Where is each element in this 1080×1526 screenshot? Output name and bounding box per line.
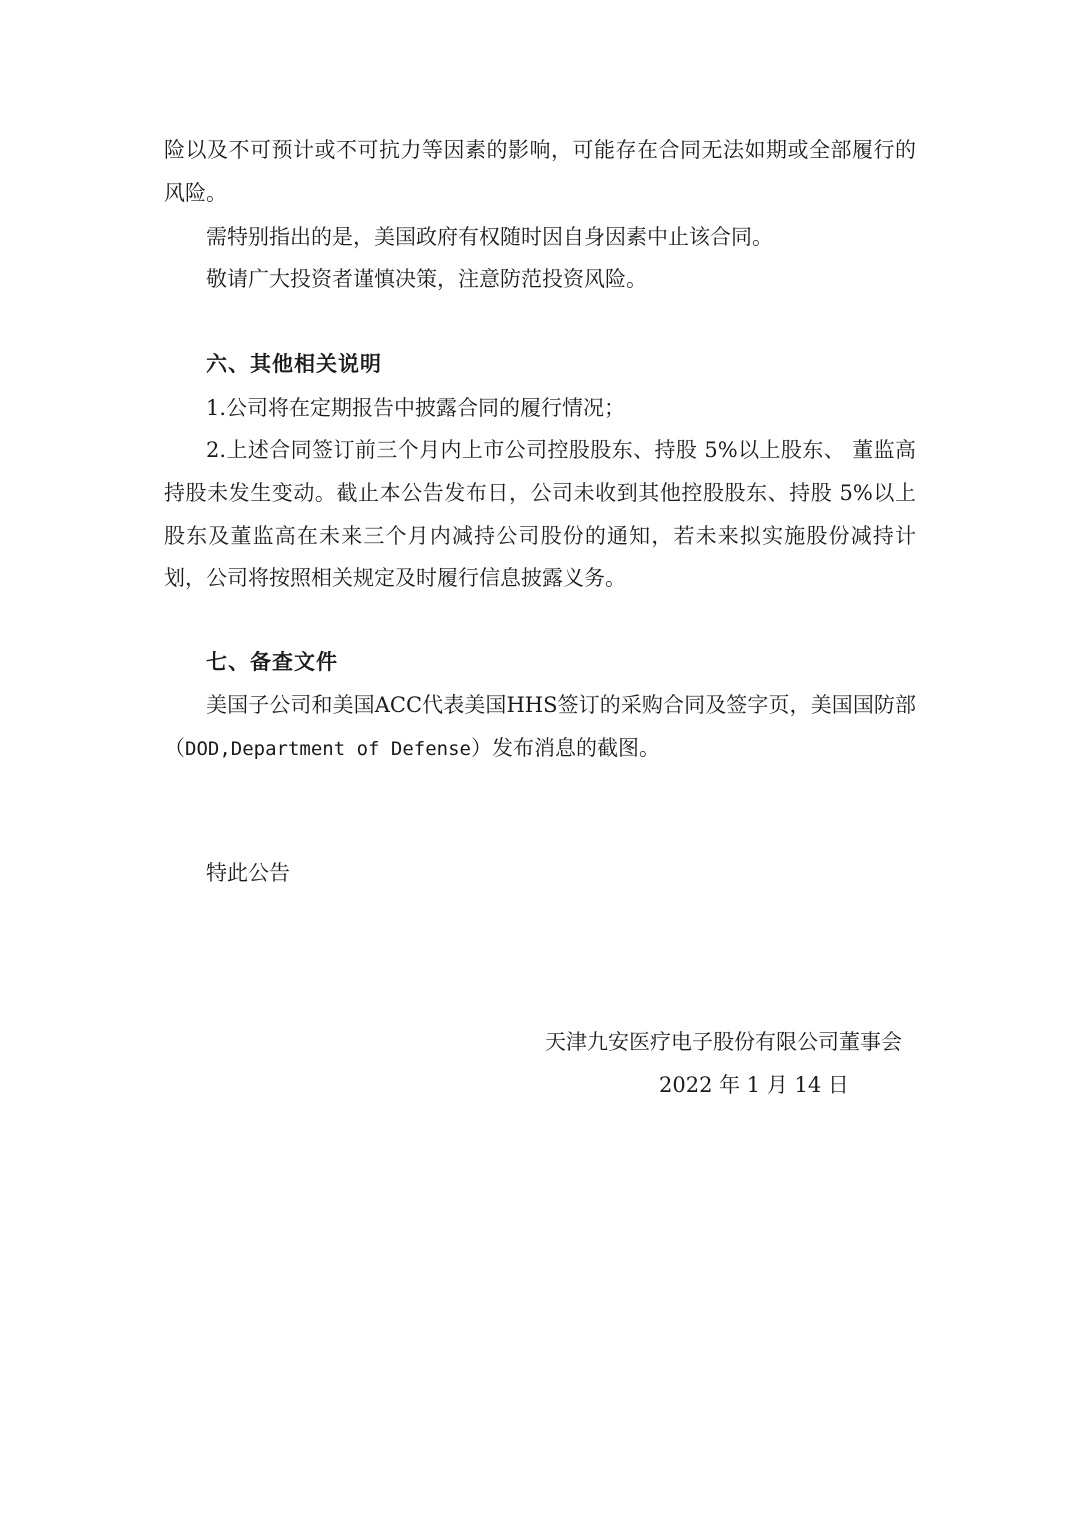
document-date: 2022 年 1 月 14 日	[659, 1073, 849, 1097]
list-item: 2.上述合同签订前三个月内上市公司控股股东、持股 5%以上股东、 董监高	[206, 438, 916, 462]
body-paragraph: 需特别指出的是，美国政府有权随时因自身因素中止该合同。	[206, 225, 773, 249]
body-text-line: 美国子公司和美国ACC代表美国HHS签订的采购合同及签字页，美国国防部	[206, 693, 916, 717]
section-heading: 六、其他相关说明	[206, 352, 382, 376]
body-text-line: 持股未发生变动。截止本公告发布日，公司未收到其他控股股东、持股 5%以上	[164, 481, 916, 505]
body-paragraph: 敬请广大投资者谨慎决策，注意防范投资风险。	[206, 267, 647, 291]
section-heading: 七、备查文件	[206, 650, 338, 674]
body-text-line: 险以及不可预计或不可抗力等因素的影响，可能存在合同无法如期或全部履行的	[164, 138, 916, 162]
body-text-line: 股东及董监高在未来三个月内减持公司股份的通知，若未来拟实施股份减持计	[164, 524, 916, 548]
closing-notice: 特此公告	[206, 861, 290, 885]
body-text-line: 划，公司将按照相关规定及时履行信息披露义务。	[164, 566, 626, 590]
body-text-line: 风险。	[164, 181, 227, 205]
organization-name: DOD,Department of Defense	[185, 738, 471, 760]
body-text-line: （DOD,Department of Defense）发布消息的截图。	[164, 736, 660, 760]
signatory: 天津九安医疗电子股份有限公司董事会	[545, 1030, 902, 1054]
list-item: 1.公司将在定期报告中披露合同的履行情况；	[206, 396, 626, 420]
